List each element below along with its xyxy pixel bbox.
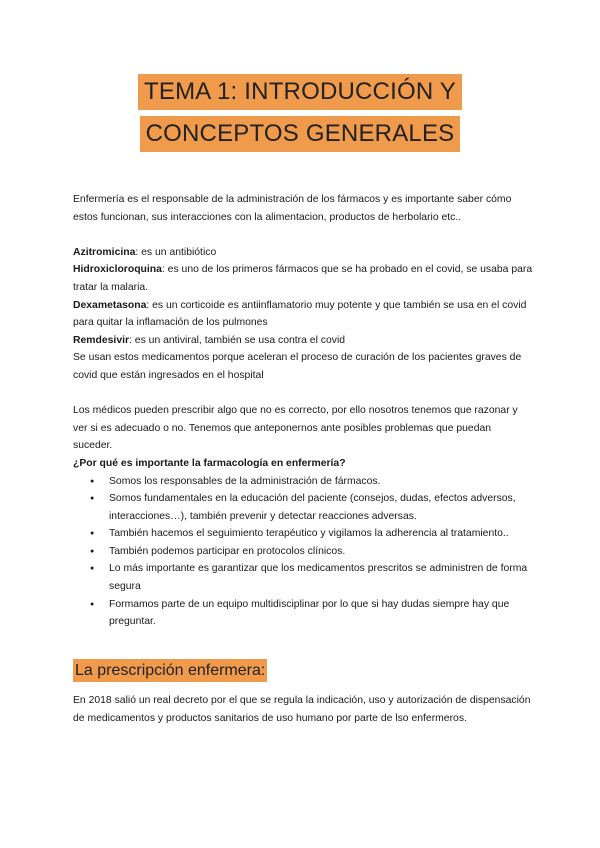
list-item: ● Somos fundamentales en la educación del paciente (consejos, dudas, efectos adversos, interacciones…), también prevenir y detectar reacciones adversas. bbox=[73, 490, 533, 525]
section-paragraph: En 2018 salió un real decreto por el que se regula la indicación, uso y autorización de dispensación de medicamentos y productos sanitarios de uso humano por parte de lso enfermeros. bbox=[73, 695, 531, 724]
drug-desc: : es un antiviral, también se usa contra el covid bbox=[129, 334, 346, 346]
doctors-note: Los médicos pueden prescribir algo que no es correcto, por ello nosotros tenemos que razonar y ver si es adecuado o no. Tenemos que anteponernos ante posibles problemas que puedan suceder. bbox=[73, 405, 518, 452]
intro-paragraph: Enfermería es el responsable de la administración de los fármacos y es importante saber cómo estos funcionan, sus interacciones con la alimentacion, productos de herbolario etc.. bbox=[73, 194, 512, 223]
list-item: ● Somos los responsables de la administración de fármacos. bbox=[73, 473, 533, 491]
section-heading: La prescripción enfermera: bbox=[73, 659, 267, 682]
spacer bbox=[73, 385, 533, 403]
question-text: ¿Por qué es importante la farmacología en enfermería? bbox=[73, 457, 346, 469]
list-item: ● También podemos participar en protocolos clínicos. bbox=[73, 543, 533, 561]
question-heading bbox=[73, 455, 533, 473]
drug-desc: : es un corticoide es antiinflamatorio muy potente y que también se usa en el covid para quitar la inflamación de los pulmones bbox=[73, 299, 527, 329]
spacer bbox=[73, 226, 533, 244]
list-item: ● Formamos parte de un equipo multidisciplinar por lo que si hay dudas siempre hay que preguntar. bbox=[73, 596, 533, 631]
drug-name: Hidroxicloroquina bbox=[73, 264, 162, 276]
main-body bbox=[73, 191, 533, 631]
drug-desc: : es un antibiótico bbox=[135, 246, 217, 258]
usage-note: Se usan estos medicamentos porque aceleran el proceso de curación de los pacientes graves de covid que están ingresados en el hospital bbox=[73, 352, 522, 381]
drug-dexametasona bbox=[73, 297, 533, 332]
document-title bbox=[0, 74, 600, 158]
drug-name: Azitromicina bbox=[73, 246, 136, 258]
list-item: ● También hacemos el seguimiento terapéutico y vigilamos la adherencia al tratamiento.. bbox=[73, 525, 533, 543]
list-item: ● Lo más importante es garantizar que los medicamentos prescritos se administren de forma segura bbox=[73, 560, 533, 595]
drug-name: Remdesivir bbox=[73, 334, 130, 346]
title-line-1: TEMA 1: INTRODUCCIÓN Y bbox=[138, 74, 462, 110]
title-line-2: CONCEPTOS GENERALES bbox=[140, 116, 461, 152]
drug-name: Dexametasona bbox=[73, 299, 147, 311]
drug-desc: : es uno de los primeros fármacos que se ha probado en el covid, se usaba para tratar la malaria. bbox=[73, 264, 533, 293]
drug-azitromicina bbox=[73, 244, 533, 262]
drug-remdesivir bbox=[73, 332, 533, 350]
reasons-list bbox=[73, 473, 533, 631]
drug-hidroxicloroquina bbox=[73, 261, 533, 296]
